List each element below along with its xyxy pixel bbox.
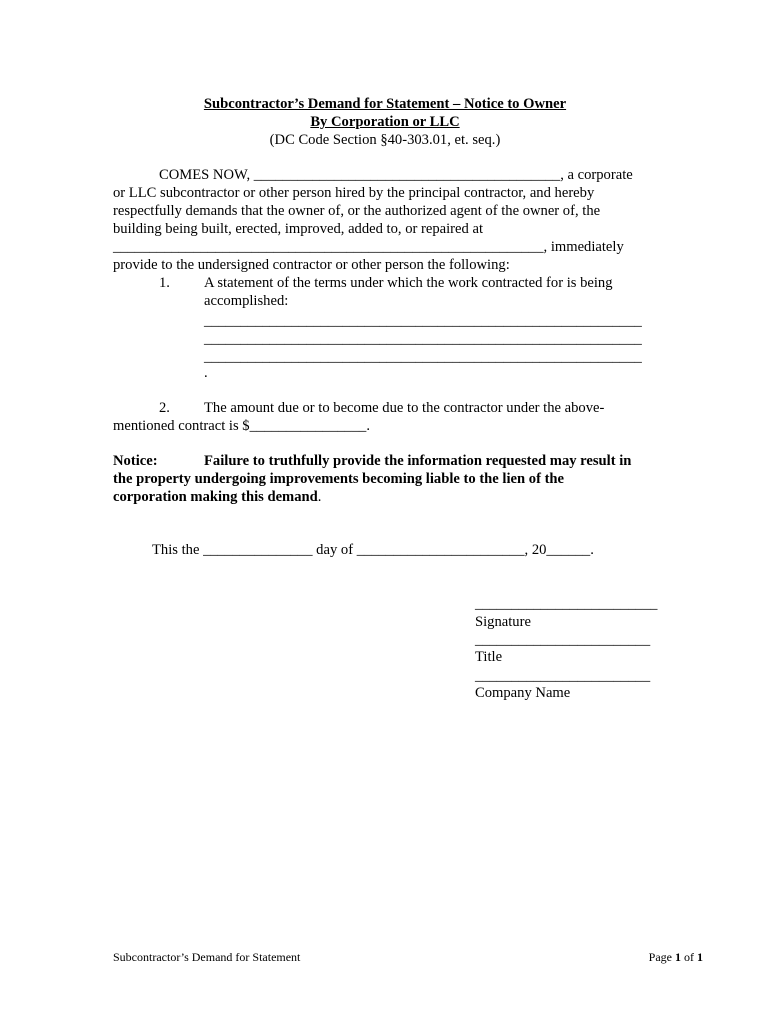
list-number: 2. <box>159 400 170 416</box>
address-blank-line: ___________________________________________________________, immediately <box>113 239 624 255</box>
company-name-label: Company Name <box>475 685 571 701</box>
page-prefix: Page <box>648 950 675 964</box>
code-citation: (DC Code Section §40-303.01, et. seq.) <box>269 132 501 148</box>
notice-text: Failure to truthfully provide the information requested may result in <box>204 453 632 469</box>
footer-document-name: Subcontractor’s Demand for Statement <box>113 950 301 964</box>
paragraph-line: COMES NOW, __________________________________________, a corporate <box>159 167 633 183</box>
document-title: Subcontractor’s Demand for Statement – Notice to Owner <box>203 96 567 112</box>
signature-blank-line: _________________________ <box>475 596 658 612</box>
footer-page-number <box>649 948 703 966</box>
page-total: 1 <box>697 950 703 964</box>
signature-label: Signature <box>475 614 531 630</box>
notice-text: the property undergoing improvements becoming liable to the lien of the <box>113 471 565 487</box>
notice-text: corporation making this demand <box>113 489 318 505</box>
company-blank-line: ________________________ <box>475 668 651 684</box>
list-item-text: A statement of the terms under which the work contracted for is being <box>204 275 613 291</box>
notice-label: Notice: <box>113 453 158 469</box>
list-number: 1. <box>159 275 170 291</box>
list-item-text: The amount due or to become due to the contractor under the above- <box>204 400 605 416</box>
terms-blank-line: ____________________________________________________________ <box>204 331 642 347</box>
notice-period: . <box>317 489 322 505</box>
list-item-text: accomplished: <box>204 293 289 309</box>
date-line: This the _______________ day of _______________________, 20______. <box>152 542 594 558</box>
terms-blank-line: ____________________________________________________________ <box>204 313 642 329</box>
title-blank-line: ________________________ <box>475 632 651 648</box>
document-title-subheading: By Corporation or LLC <box>310 114 460 130</box>
paragraph-line: or LLC subcontractor or other person hired by the principal contractor, and hereby <box>113 185 595 201</box>
paragraph-line: respectfully demands that the owner of, or the authorized agent of the owner of, the <box>113 203 601 219</box>
page-current: 1 <box>675 950 681 964</box>
paragraph-line: provide to the undersigned contractor or other person the following: <box>113 257 510 273</box>
title-label: Title <box>475 649 503 665</box>
amount-due-line: mentioned contract is $________________. <box>113 418 370 434</box>
page-of: of <box>681 950 697 964</box>
paragraph-line: building being built, erected, improved, added to, or repaired at <box>113 221 483 237</box>
terms-period: . <box>204 365 208 381</box>
notice-text-last <box>113 488 321 506</box>
terms-blank-line: ____________________________________________________________ <box>204 349 642 365</box>
